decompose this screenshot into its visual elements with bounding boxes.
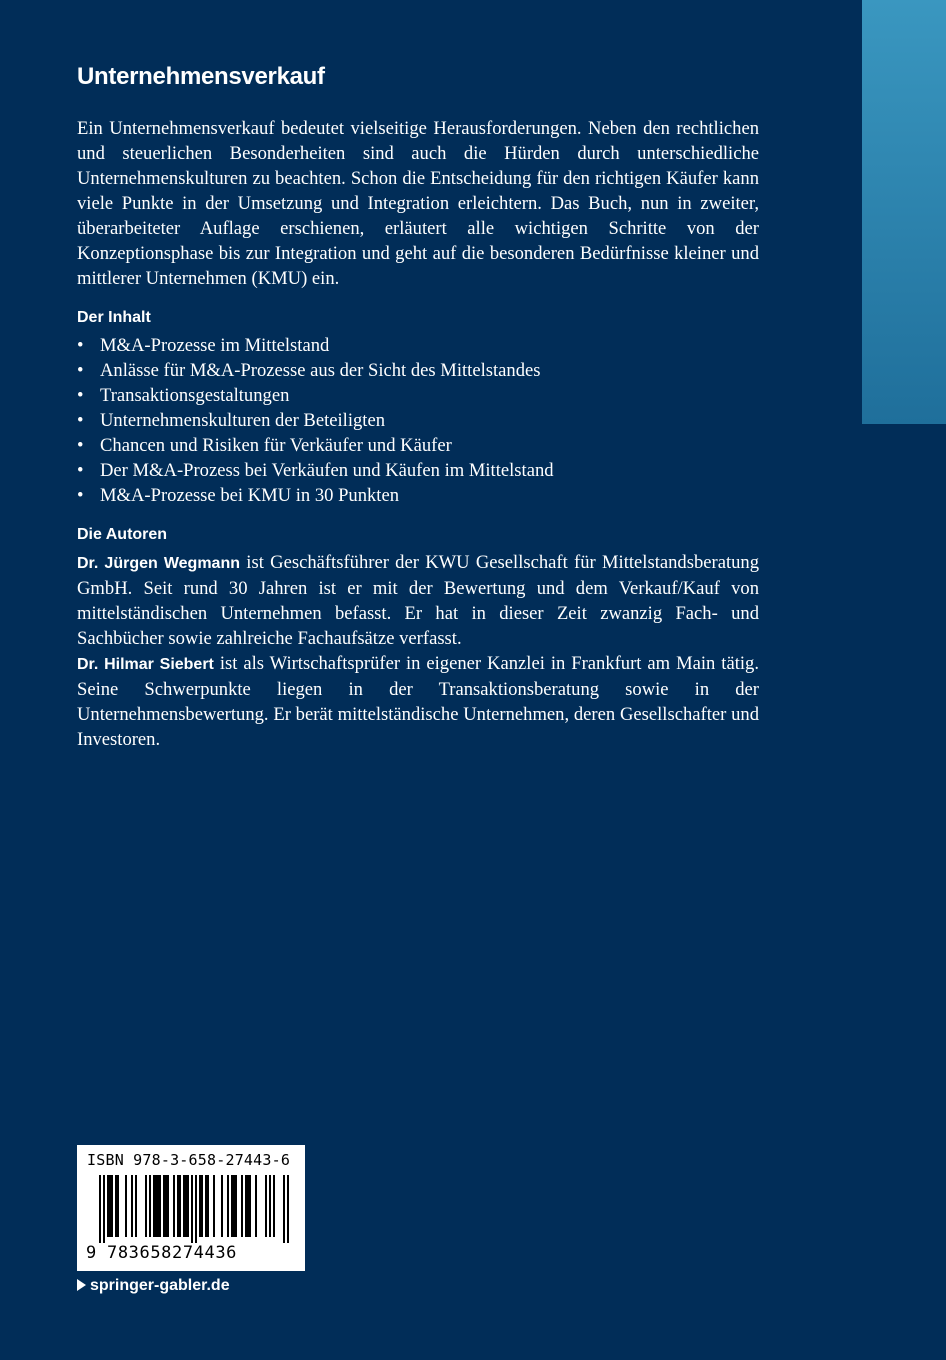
barcode-bar [183, 1175, 185, 1237]
barcode-bar [201, 1175, 203, 1237]
barcode-guard-bar [283, 1175, 285, 1243]
publisher-url: springer-gabler.de [90, 1277, 230, 1294]
barcode-bar [163, 1175, 165, 1237]
author-wegmann-bio: Dr. Jürgen Wegmann ist Geschäftsführer der KWU Gesellschaft für Mittelstandsberatung GmbH. Seit rund 30 Jahren ist er mit der Bewertung und dem Verkauf/Kauf von mittelständischen Unternehmen befasst. Er hat in dieser Zeit zwanzig Fach- und Sachbücher sowie zahlreiche Fachaufsätze verfasst. [77, 552, 760, 649]
barcode-guard-bar [191, 1175, 193, 1243]
barcode-bar [109, 1175, 111, 1237]
barcode-bar [117, 1175, 119, 1237]
barcode-bar [235, 1175, 237, 1237]
ean-first-digit: 9 [86, 1243, 97, 1263]
barcode-bar [231, 1175, 233, 1237]
list-item: • M&A-Prozesse bei KMU in 30 Punkten [77, 485, 400, 506]
barcode-bar [107, 1175, 109, 1237]
back-cover-content [77, 60, 759, 752]
barcode-bars [99, 1175, 289, 1243]
barcode-bar [157, 1175, 159, 1237]
barcode-bar [115, 1175, 117, 1237]
list-item: • Anlässe für M&A-Prozesse aus der Sicht des Mittelstandes [77, 360, 541, 381]
barcode-bar [207, 1175, 209, 1237]
list-item: • M&A-Prozesse im Mittelstand [77, 335, 330, 356]
barcode-bar [159, 1175, 161, 1237]
ean-digits: 783658274436 [107, 1243, 238, 1263]
barcode-bar [245, 1175, 247, 1237]
barcode-bar [185, 1175, 187, 1237]
barcode-bar [187, 1175, 189, 1237]
barcode-bar [273, 1175, 275, 1237]
barcode-guard-bar [103, 1175, 105, 1243]
barcode-guard-bar [99, 1175, 101, 1243]
bullet-glyph: • [77, 360, 84, 381]
barcode-bar [167, 1175, 169, 1237]
barcode-bar [269, 1175, 271, 1237]
barcode-bar [265, 1175, 267, 1237]
barcode-bar [241, 1175, 243, 1237]
barcode-bar [111, 1175, 113, 1237]
list-item: • Transaktionsgestaltungen [77, 385, 290, 406]
authors-heading: Die Autoren [77, 526, 168, 543]
barcode-bar [131, 1175, 133, 1237]
barcode-bar [155, 1175, 157, 1237]
barcode-guard-bar [287, 1175, 289, 1243]
barcode-bar [149, 1175, 151, 1237]
contents-heading: Der Inhalt [77, 309, 151, 326]
barcode-bar [213, 1175, 215, 1237]
barcode-bar [135, 1175, 137, 1237]
barcode-bar [233, 1175, 235, 1237]
list-item: • Chancen und Risiken für Verkäufer und Käufer [77, 435, 452, 456]
isbn-label: ISBN 978-3-658-27443-6 [87, 1151, 291, 1169]
barcode-bar [199, 1175, 201, 1237]
barcode-bar [125, 1175, 127, 1237]
barcode-bar [165, 1175, 167, 1237]
barcode-bar [153, 1175, 155, 1237]
accent-bar [862, 0, 946, 424]
author-name-siebert: Dr. Hilmar Siebert [77, 656, 214, 673]
list-item: • Unternehmenskulturen der Beteiligten [77, 410, 386, 431]
bullet-glyph: • [77, 335, 84, 356]
book-title: Unternehmensverkauf [77, 63, 325, 90]
barcode-bar [205, 1175, 207, 1237]
barcode-bar [173, 1175, 175, 1237]
list-item: • Der M&A-Prozess bei Verkäufen und Käufen im Mittelstand [77, 460, 554, 481]
bullet-glyph: • [77, 385, 84, 406]
bullet-glyph: • [77, 460, 84, 481]
barcode-bar [227, 1175, 229, 1237]
bullet-glyph: • [77, 435, 84, 456]
barcode-bar [249, 1175, 251, 1237]
bullet-glyph: • [77, 485, 84, 506]
barcode-bar [255, 1175, 257, 1237]
author-name-wegmann: Dr. Jürgen Wegmann [77, 555, 241, 572]
triangle-right-icon [77, 1279, 86, 1291]
barcode-guard-bar [195, 1175, 197, 1243]
contents-list [77, 333, 759, 508]
barcode-bar [179, 1175, 181, 1237]
barcode-bar [177, 1175, 179, 1237]
intro-paragraph: Ein Unternehmensverkauf bedeutet vielseitige Herausforderungen. Neben den rechtlichen und steuerlichen Besonderheiten sind auch die Hürden durch unterschiedliche Unternehmenskulturen zu beachten. Schon die Entscheidung für den richtigen Käufer kann viele Punkte in der Umsetzung und Integration erleichtern. Das Buch, nun in zweiter, überarbeiteter Auflage erschienen, erläutert alle wichtigen Schritte von der Konzeptionsphase bis zur Integration und geht auf die besonderen Bedürfnisse kleiner und mittlerer Unternehmen (KMU) ein. [77, 118, 759, 289]
barcode-bar [145, 1175, 147, 1237]
publisher-link[interactable] [77, 1275, 230, 1297]
isbn-barcode [77, 1145, 305, 1271]
barcode-bar [221, 1175, 223, 1237]
barcode-bar [247, 1175, 249, 1237]
author-siebert-bio: Dr. Hilmar Siebert ist als Wirtschaftsprüfer in eigener Kanzlei in Frankfurt am Main tätig. Seine Schwerpunkte liegen in der Transaktionsberatung sowie in der Unternehmensbewertung. Er berät mittelständische Unternehmen, deren Gesellschafter und Investoren. [77, 653, 759, 750]
bullet-glyph: • [77, 410, 84, 431]
